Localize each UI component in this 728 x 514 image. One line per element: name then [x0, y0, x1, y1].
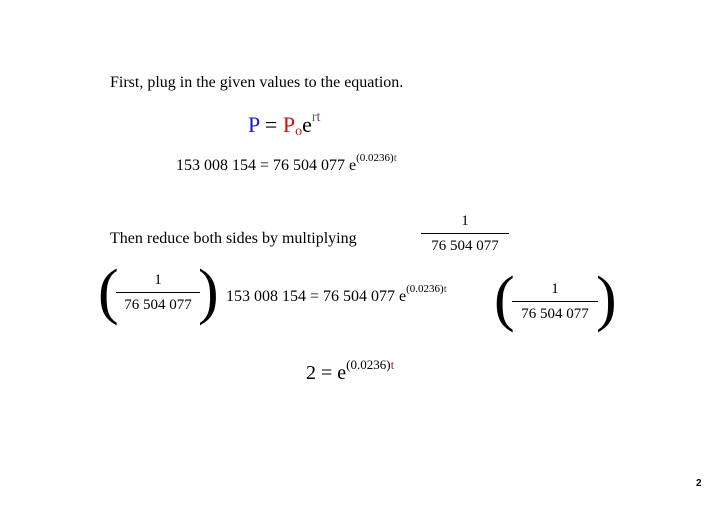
right-paren-close: ): [596, 265, 617, 333]
formula-p: P: [248, 112, 260, 137]
growth-formula: [248, 112, 320, 142]
fraction-bar: [421, 233, 509, 234]
right-paren-open: (: [494, 265, 515, 333]
equation-multiplied-body: 153 008 154 = 76 504 077 e: [226, 288, 407, 305]
fraction-denominator: 76 504 077: [431, 238, 499, 254]
fraction-bar: [512, 301, 598, 302]
page-number: 2: [696, 478, 702, 489]
exponent-r: r: [311, 110, 317, 125]
exponent-t: t: [393, 152, 397, 164]
equation-reduced: [306, 357, 395, 386]
equation-multiplied: [226, 283, 447, 307]
exponent-t: t: [316, 110, 321, 125]
equation-substituted-body: 153 008 154 = 76 504 077 e: [176, 157, 357, 174]
exponent-rate: (0.0236): [356, 152, 394, 164]
intro-text: First, plug in the given values to the equation.: [110, 74, 404, 91]
formula-po: P: [282, 112, 296, 137]
equation-substituted: [176, 152, 397, 176]
equation-reduced-exponent: [346, 357, 394, 372]
reduce-text: Then reduce both sides by multiplying: [110, 230, 357, 247]
exponent-t: t: [390, 357, 395, 372]
formula-exponent: [312, 110, 321, 125]
fraction-denominator: 76 504 077: [124, 297, 192, 313]
formula-equals: =: [259, 112, 283, 137]
exponent-t: t: [443, 283, 447, 295]
right-fraction: [512, 281, 598, 322]
equation-reduced-body: 2 = e: [306, 362, 347, 384]
exponent-rate: (0.0236): [346, 357, 391, 372]
exponent-rate: (0.0236): [406, 283, 444, 295]
formula-po-sub: o: [295, 124, 303, 139]
equation-multiplied-exponent: [406, 283, 447, 295]
fraction-denominator: 76 504 077: [521, 306, 589, 322]
left-fraction: [116, 272, 200, 313]
left-paren-close: ): [198, 258, 219, 326]
fraction-numerator: 1: [551, 281, 559, 297]
formula-e: e: [302, 112, 312, 137]
reciprocal-fraction: [421, 213, 509, 254]
equation-substituted-exponent: [356, 152, 397, 164]
left-paren-open: (: [98, 258, 119, 326]
fraction-numerator: 1: [461, 213, 469, 229]
fraction-bar: [116, 292, 200, 293]
fraction-numerator: 1: [154, 272, 162, 288]
